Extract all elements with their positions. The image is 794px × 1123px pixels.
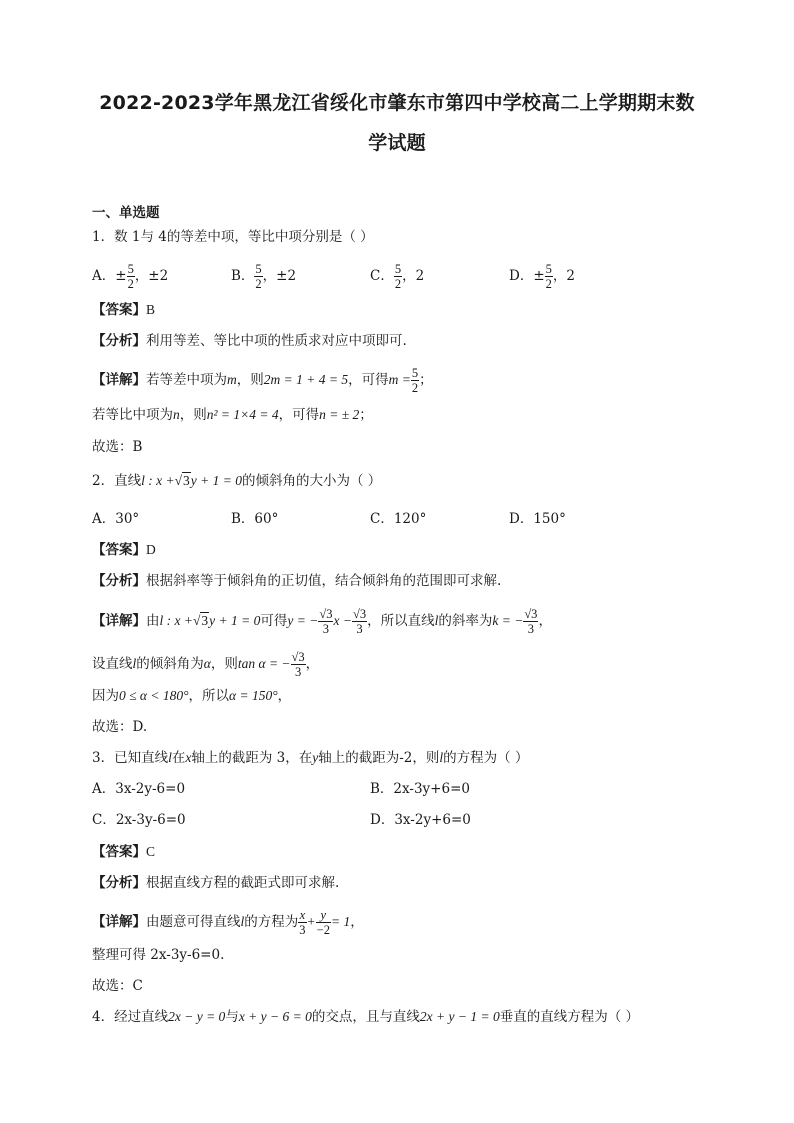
- q3-analysis: 【分析】根据直线方程的截距式即可求解.: [92, 875, 340, 891]
- q1-detail-line2: 若等比中项为n，则n² = 1×4 = 4，可得n = ± 2；: [92, 407, 373, 423]
- q1-option-b: B． $\frac{5}{2}$ ，±2: [231, 262, 297, 291]
- q2-option-d: D．150°: [509, 511, 566, 527]
- q3-answer: 【答案】C: [92, 844, 156, 860]
- q2-option-b: B．60°: [231, 511, 279, 527]
- q2-option-c: C．120°: [370, 511, 427, 527]
- q2-analysis: 【分析】根据斜率等于倾斜角的正切值，结合倾斜角的范围即可求解.: [92, 573, 502, 589]
- q1-option-c: C． $\frac{5}{2}$ ，2: [370, 262, 425, 291]
- q2-answer: 【答案】D: [92, 542, 156, 558]
- q3-stem: 3．已知直线l在x轴上的截距为 3，在y轴上的截距为-2，则l的方程为（ ）: [92, 750, 529, 766]
- q3-option-a: A．3x-2y-6=0: [92, 781, 186, 797]
- q2-detail-line3: 因为0 ≤ α < 180°，所以α = 150°，: [92, 688, 292, 704]
- q2-option-a: A．30°: [92, 511, 140, 527]
- q3-option-d: D．3x-2y+6=0: [370, 812, 471, 828]
- q4-stem: 4．经过直线2x − y = 0与x + y − 6 = 0的交点，且与直线2x + y − 1 = 0垂直的直线方程为（ ）: [92, 1009, 640, 1025]
- q2-detail: 【详解】由l : x +√3y + 1 = 0可得y = − $\frac{√3}{3}$ x − $\frac{√3}{3}$ ，所以直线l的斜率为k = − $\frac{√3}{3}$ ，: [92, 607, 552, 636]
- q1-detail: 【详解】若等差中项为m，则2m = 1 + 4 = 5，可得m = $\frac{5}{2}$ ；: [92, 366, 433, 395]
- q1-answer: 【答案】B: [92, 302, 156, 318]
- document-title-line1: 2022-2023学年黑龙江省绥化市肇东市第四中学校高二上学期期末数: [99, 92, 695, 114]
- q3-option-c: C．2x-3y-6=0: [92, 812, 186, 828]
- q1-stem: 1．数 1与 4的等差中项，等比中项分别是（ ）: [92, 229, 374, 245]
- q3-detail: 【详解】由题意可得直线l的方程为 $\frac{x}{3}$ + $\frac{y}{-2}$ = 1，: [92, 908, 364, 937]
- q3-detail-line2: 整理可得 2x-3y-6=0.: [92, 947, 225, 963]
- q3-option-b: B．2x-3y+6=0: [370, 781, 470, 797]
- document-title-line2: 学试题: [368, 132, 426, 154]
- q2-choice: 故选：D.: [92, 719, 148, 735]
- q2-stem: 2．直线l : x +√3y + 1 = 0的倾斜角的大小为（ ）: [92, 473, 382, 489]
- q3-choice: 故选：C: [92, 978, 143, 994]
- q1-choice: 故选：B: [92, 439, 143, 455]
- q1-analysis: 【分析】利用等差、等比中项的性质求对应中项即可.: [92, 333, 407, 349]
- q2-detail-line2: 设直线l的倾斜角为α，则tan α = − $\frac{√3}{3}$ ，: [92, 650, 320, 679]
- section-heading: 一、单选题: [92, 205, 160, 221]
- q1-option-d: D．± $\frac{5}{2}$ ，2: [509, 262, 575, 291]
- q1-option-a: A．± $\frac{5}{2}$ ，±2: [92, 262, 169, 291]
